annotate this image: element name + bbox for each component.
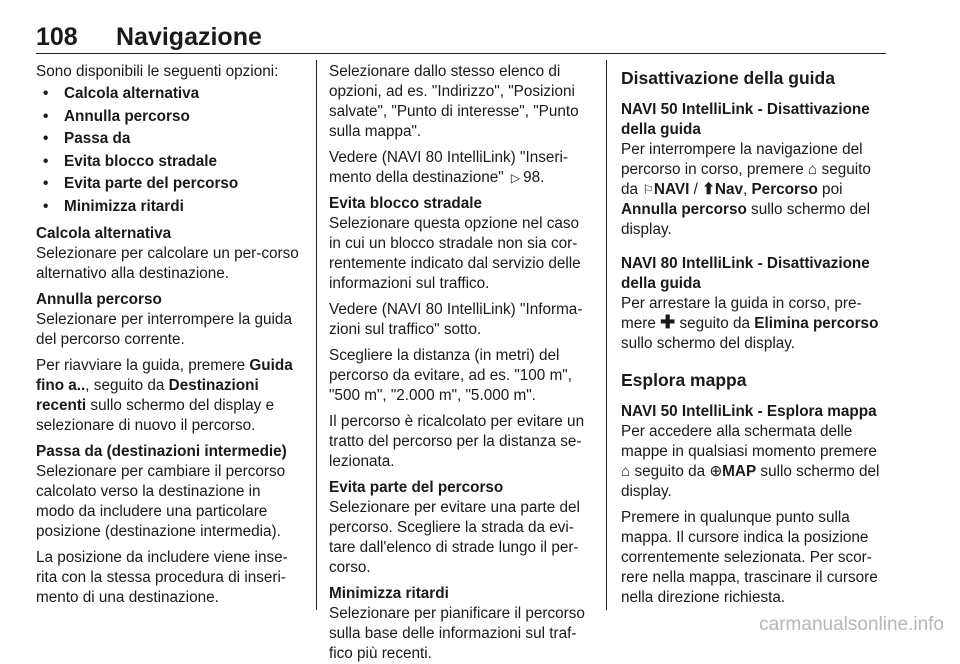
paragraph: Vedere (NAVI 80 IntelliLink) "Inseri-mento della destinazione" ▷ 98. bbox=[329, 149, 568, 186]
list-item: • Passa da bbox=[36, 128, 302, 151]
ui-term: Annulla percorso bbox=[621, 201, 747, 218]
column-divider bbox=[316, 60, 317, 610]
section-title: Esplora mappa bbox=[621, 370, 747, 390]
paragraph: Per accedere alla schermata delle mappe in qualsiasi momento premere ⌂ seguito da ⊕MAP sullo schermo del display. bbox=[621, 423, 880, 500]
page-header bbox=[36, 22, 886, 52]
section-title: Disattivazione della guida bbox=[621, 68, 835, 88]
column-divider bbox=[606, 60, 607, 610]
column-3 bbox=[621, 62, 887, 608]
plus-icon: ✚ bbox=[660, 312, 676, 332]
flag-icon: ⚐ bbox=[642, 182, 654, 197]
list-item: • Calcola alternativa bbox=[36, 83, 302, 106]
home-icon: ⌂ bbox=[808, 161, 818, 178]
paragraph: Selezionare questa opzione nel caso in cui un blocco stradale non sia cor-rentemente indicato dal servizio delle informazioni sul traffico. bbox=[329, 215, 581, 292]
paragraph: Per interrompere la navigazione del percorso in corso, premere ⌂ seguito da ⚐NAVI / ⬆Nav, Percorso poi Annulla percorso sullo schermo del display. bbox=[621, 141, 871, 238]
home-icon: ⌂ bbox=[621, 463, 631, 480]
page-number: 108 bbox=[36, 23, 78, 51]
intro-text: Sono disponibili le seguenti opzioni: bbox=[36, 63, 279, 80]
header-rule bbox=[36, 53, 886, 54]
nav-arrow-icon: ⬆ bbox=[702, 181, 715, 198]
paragraph: Premere in qualunque punto sulla mappa. Il cursore indica la posizione correntemente selezionata. Per scor-rere nella mappa, trascinare il cursore nella direzione richiesta. bbox=[621, 509, 878, 606]
paragraph: Per arrestare la guida in corso, pre-mere ✚ seguito da Elimina percorso sullo schermo del display. bbox=[621, 295, 879, 352]
section-heading: Evita parte del percorso bbox=[329, 479, 504, 496]
list-item: • Minimizza ritardi bbox=[36, 196, 302, 219]
section-heading: Minimizza ritardi bbox=[329, 585, 449, 602]
paragraph: Il percorso è ricalcolato per evitare un tratto del percorso per la distanza se-lezionata. bbox=[329, 413, 585, 470]
ui-term: NAVI bbox=[653, 181, 690, 198]
section-heading: Calcola alternativa bbox=[36, 225, 172, 242]
paragraph: Selezionare dallo stesso elenco di opzioni, ad es. "Indirizzo", "Posizioni salvate", "Punto di interesse", "Punto sulla mappa". bbox=[329, 63, 579, 140]
section-heading: NAVI 80 IntelliLink - Disattivazione della guida bbox=[621, 255, 870, 292]
section-heading: Evita blocco stradale bbox=[329, 195, 483, 212]
list-item: • Evita blocco stradale bbox=[36, 151, 302, 174]
watermark: carmanualsonline.info bbox=[759, 614, 944, 635]
paragraph: Scegliere la distanza (in metri) del percorso da evitare, ad es. "100 m", "500 m", "2.000 m", "5.000 m". bbox=[329, 347, 572, 404]
paragraph: Selezionare per interrompere la guida del percorso corrente. bbox=[36, 311, 292, 348]
list-item: • Annulla percorso bbox=[36, 106, 302, 129]
paragraph: Selezionare per evitare una parte del percorso. Scegliere la strada da evi-tare dall'elenco di strade lungo il per-corso. bbox=[329, 499, 580, 576]
section-heading: NAVI 50 IntelliLink - Disattivazione della guida bbox=[621, 101, 870, 138]
paragraph: La posizione da includere viene inse-rita con la stessa procedura di inseri-mento di una destinazione. bbox=[36, 549, 288, 606]
running-title: Navigazione bbox=[116, 23, 262, 51]
column-2 bbox=[329, 62, 591, 664]
ui-term: MAP bbox=[722, 463, 757, 480]
ui-term: Elimina percorso bbox=[754, 315, 879, 332]
paragraph: Selezionare per pianificare il percorso sulla base delle informazioni sul traf-fico più recenti. bbox=[329, 605, 585, 662]
section-heading: NAVI 50 IntelliLink - Esplora mappa bbox=[621, 403, 877, 420]
paragraph: Per riavviare la guida, premere Guida fino a.., seguito da Destinazioni recenti sullo schermo del display e selezionare di nuovo il percorso. bbox=[36, 357, 293, 434]
ui-term: Destinazioni recenti bbox=[36, 377, 259, 414]
section-heading: Annulla percorso bbox=[36, 291, 162, 308]
paragraph: Vedere (NAVI 80 IntelliLink) "Informa-zioni sul traffico" sotto. bbox=[329, 301, 583, 338]
page-ref-arrow-icon: ▷ bbox=[510, 171, 521, 185]
list-item: • Evita parte del percorso bbox=[36, 173, 302, 196]
paragraph: Selezionare per calcolare un per-corso alternativo alla destinazione. bbox=[36, 245, 299, 282]
section-heading: Passa da (destinazioni intermedie) bbox=[36, 443, 287, 460]
column-1 bbox=[36, 62, 302, 608]
ui-term: Percorso bbox=[751, 181, 818, 198]
ui-term: Guida fino a.. bbox=[36, 357, 293, 394]
paragraph: Selezionare per cambiare il percorso calcolato verso la destinazione in modo da includere una particolare posizione (destinazione intermedia). bbox=[36, 463, 286, 540]
options-list bbox=[36, 83, 302, 218]
map-icon: ⊕ bbox=[709, 463, 723, 480]
ui-term: Nav bbox=[714, 181, 743, 198]
